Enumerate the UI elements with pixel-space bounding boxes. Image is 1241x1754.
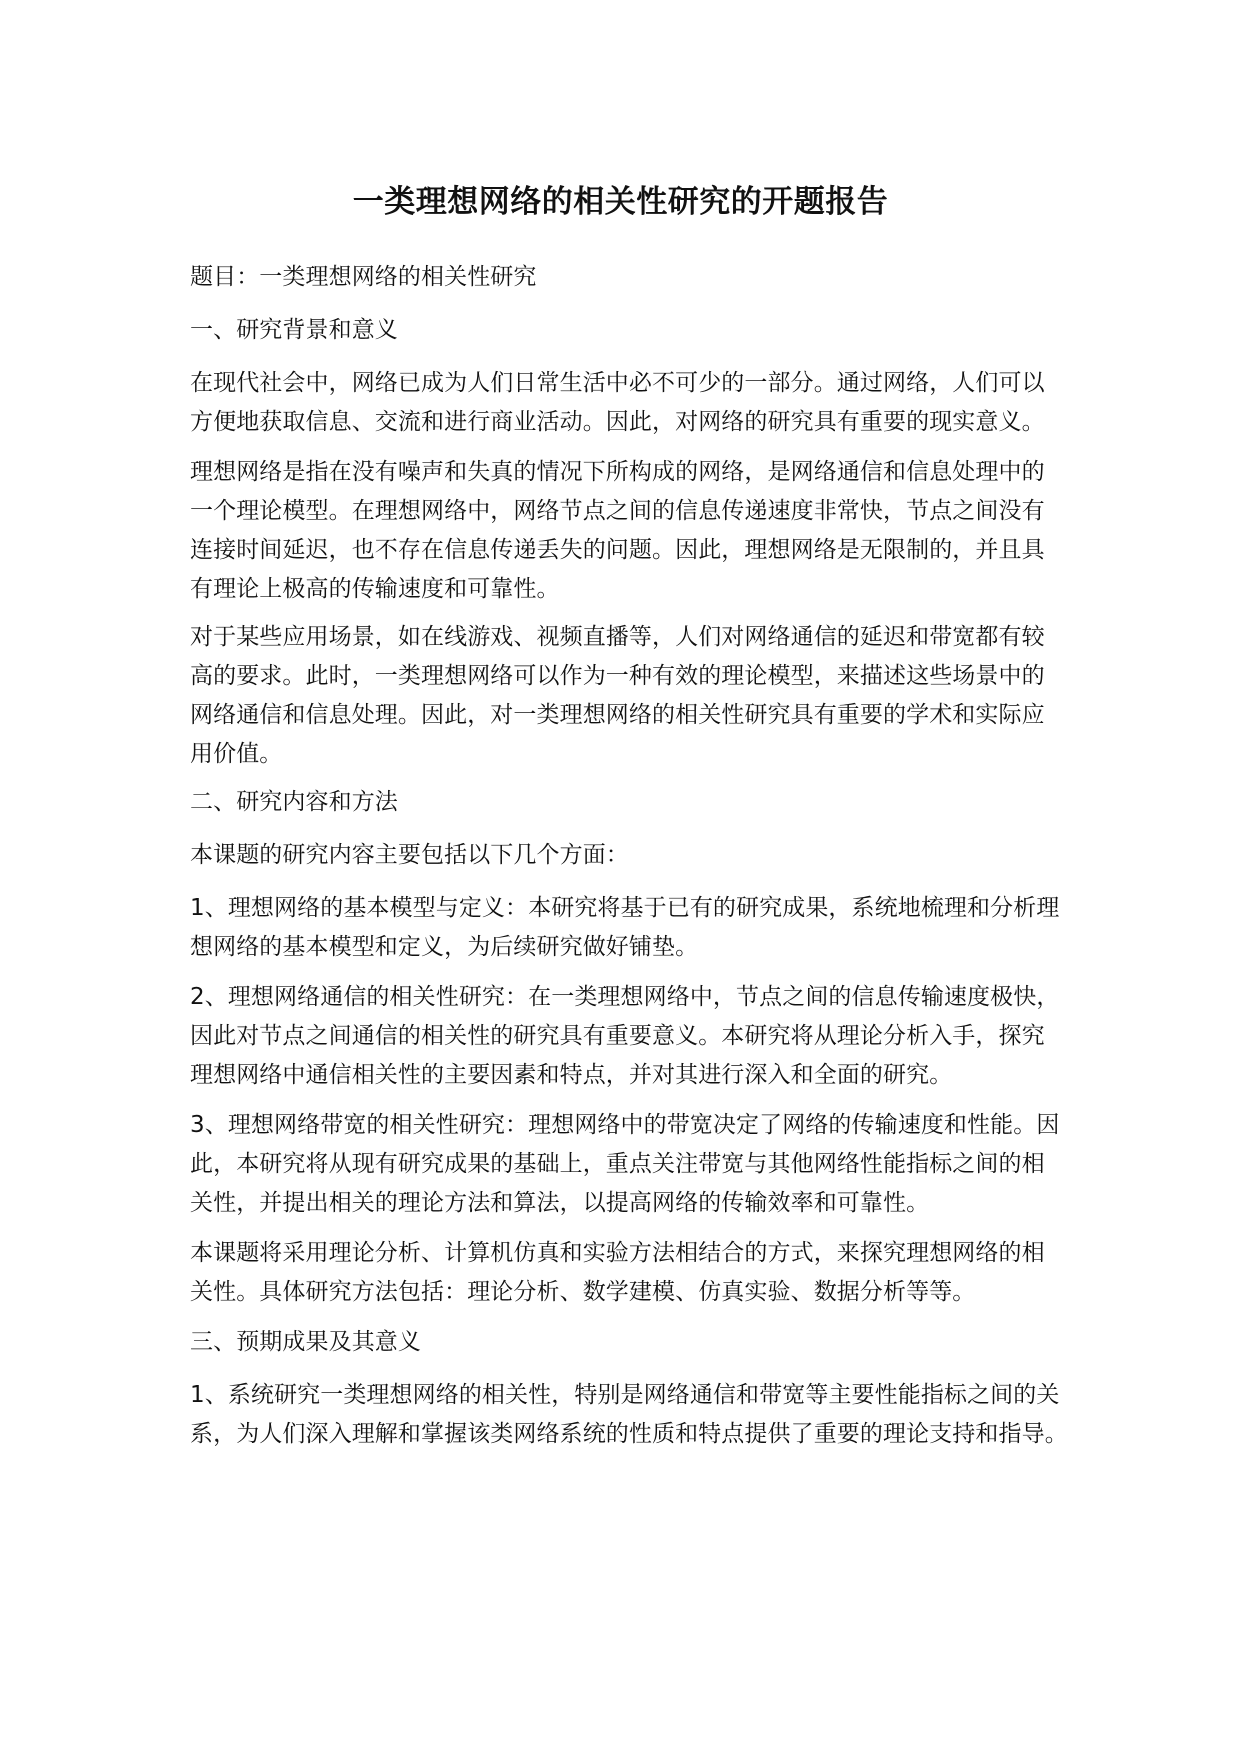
section-2-heading (190, 783, 1070, 822)
text-line: 理想网络中通信相关性的主要因素和特点，并对其进行深入和全面的研究。 (190, 1062, 953, 1088)
text-line: 用价值。 (190, 741, 283, 767)
text-line: 连接时间延迟，也不存在信息传递丢失的问题。因此，理想网络是无限制的，并且具 (190, 537, 1045, 563)
text-line: 关性，并提出相关的理论方法和算法，以提高网络的传输效率和可靠性。 (190, 1190, 930, 1216)
section-3-heading (190, 1323, 1070, 1362)
text-line: 网络通信和信息处理。因此，对一类理想网络的相关性研究具有重要的学术和实际应 (190, 702, 1045, 728)
text-line: 对于某些应用场景，如在线游戏、视频直播等，人们对网络通信的延迟和带宽都有较 (190, 624, 1045, 650)
text-line: 方便地获取信息、交流和进行商业活动。因此，对网络的研究具有重要的现实意义。 (190, 409, 1045, 435)
topic-line (190, 258, 1070, 297)
text-line: 1、系统研究一类理想网络的相关性，特别是网络通信和带宽等主要性能指标之间的关 (190, 1382, 1060, 1408)
list-item-2 (190, 978, 1070, 1095)
text-line: 1、理想网络的基本模型与定义：本研究将基于已有的研究成果，系统地梳理和分析理 (190, 895, 1060, 921)
text-line: 题目：一类理想网络的相关性研究 (190, 264, 537, 290)
text-line: 此，本研究将从现有研究成果的基础上，重点关注带宽与其他网络性能指标之间的相 (190, 1151, 1045, 1177)
paragraph-background-3 (190, 618, 1070, 774)
text-line: 三、预期成果及其意义 (190, 1329, 421, 1355)
text-line: 本课题的研究内容主要包括以下几个方面： (190, 842, 629, 868)
text-line: 本课题将采用理论分析、计算机仿真和实验方法相结合的方式，来探究理想网络的相 (190, 1240, 1045, 1266)
text-line: 2、理想网络通信的相关性研究：在一类理想网络中，节点之间的信息传输速度极快， (190, 984, 1060, 1010)
list-item-3 (190, 1106, 1070, 1223)
text-line: 3、理想网络带宽的相关性研究：理想网络中的带宽决定了网络的传输速度和性能。因 (190, 1112, 1060, 1138)
text-line: 二、研究内容和方法 (190, 789, 398, 815)
section-1-heading (190, 311, 1070, 350)
text-line: 一、研究背景和意义 (190, 317, 398, 343)
list-item-1 (190, 889, 1070, 967)
paragraph-background-2 (190, 453, 1070, 609)
text-line: 理想网络是指在没有噪声和失真的情况下所构成的网络，是网络通信和信息处理中的 (190, 459, 1045, 485)
text-line: 系，为人们深入理解和掌握该类网络系统的性质和特点提供了重要的理论支持和指导。 (190, 1421, 1068, 1447)
text-line: 想网络的基本模型和定义，为后续研究做好铺垫。 (190, 934, 699, 960)
text-line: 关性。具体研究方法包括：理论分析、数学建模、仿真实验、数据分析等等。 (190, 1279, 976, 1305)
paragraph-background-1 (190, 364, 1070, 442)
paragraph-content-intro (190, 836, 1070, 875)
outcome-item-1 (190, 1376, 1070, 1454)
document-title: 一类理想网络的相关性研究的开题报告 (352, 184, 889, 220)
text-line: 高的要求。此时，一类理想网络可以作为一种有效的理论模型，来描述这些场景中的 (190, 663, 1045, 689)
text-line: 有理论上极高的传输速度和可靠性。 (190, 576, 560, 602)
text-line: 因此对节点之间通信的相关性的研究具有重要意义。本研究将从理论分析入手，探究 (190, 1023, 1045, 1049)
text-line: 在现代社会中，网络已成为人们日常生活中必不可少的一部分。通过网络，人们可以 (190, 370, 1045, 396)
paragraph-methods (190, 1234, 1070, 1312)
text-line: 一个理论模型。在理想网络中，网络节点之间的信息传递速度非常快，节点之间没有 (190, 498, 1045, 524)
